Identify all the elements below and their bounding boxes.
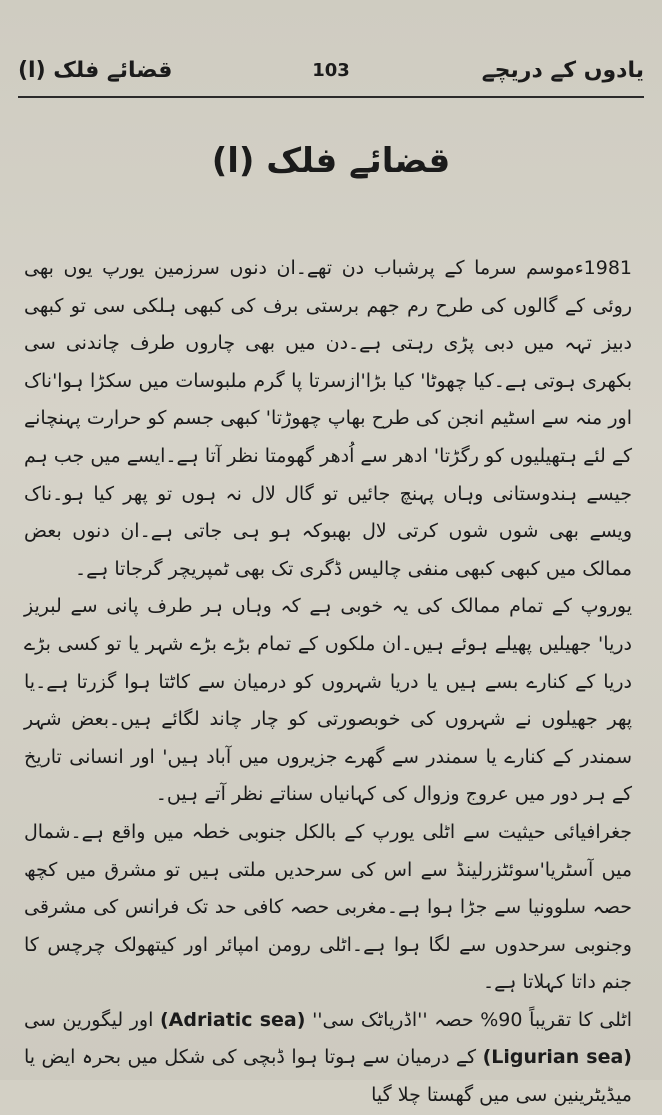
paragraph-4: [24, 1002, 632, 1115]
page-number: 103: [312, 60, 350, 81]
chapter-title: قضائے فلک (ا): [211, 141, 451, 181]
body-text: [24, 250, 632, 1115]
header-divider: [18, 96, 644, 98]
paragraph-3: جغرافیائی حیثیت سے اٹلی یورپ کے بالکل جنوبی خطہ میں واقع ہے۔شمال میں آسٹریا'سوئٹزرلینڈ سے اس کی سرحدیں ملتی ہیں تو مشرق میں کچھ حصہ سلوونیا سے جڑا ہوا ہے۔مغربی حصہ کافی حد تک فرانس کی مشرقی وجنوبی سرحدوں سے لگا ہوا ہے۔اٹلی رومن امپائر اور کیتھولک چرچس کا جنم داتا کہلاتا ہے۔: [24, 820, 632, 994]
ligurian-sea-label: (Ligurian sea): [482, 1046, 632, 1069]
paragraph-1: 1981ءموسم سرما کے پرشباب دن تھے۔ان دنوں سرزمین یورپ یوں بھی روئی کے گالوں کی طرح رم جھم برستی برف کی کبھی ہلکی سی تو کبھی دبیز تہہ میں دبی پڑی رہتی ہے۔دن میں بھی چاروں طرف چاندنی سی بکھری ہوتی ہے۔کیا چھوٹا' کیا بڑا'ازسرتا پا گرم ملبوسات میں سکڑا ہوا'ناک اور منہ سے اسٹیم انجن کی طرح بھاپ چھوڑتا' کبھی جسم کو حرارت پہنچانے کے لئے ہتھیلیوں کو رگڑتا' ادھر سے اُدھر گھومتا نظر آتا ہے۔ایسے میں جب ہم جیسے ہندوستانی وہاں پہنچ جائیں تو گال لال نہ ہوں تو پھر کیا ہو۔ناک ویسے بھی شوں شوں کرتی لال بھبوکہ ہو ہی جاتی ہے۔ان دنوں بعض ممالک میں کبھی کبھی منفی چالیس ڈگری تک بھی ٹمپریچر گرجاتا ہے۔: [24, 257, 632, 580]
book-title: یادوں کے دریچے: [481, 58, 644, 83]
paragraph-2: یوروپ کے تمام ممالک کی یہ خوبی ہے کہ وہاں ہر طرف پانی سے لبریز دریا' جھیلیں پھیلے ہوئے ہیں۔ان ملکوں کے تمام بڑے بڑے شہر یا تو کسی بڑے دریا کے کنارے بسے ہیں یا دریا شہروں کو درمیان سے کاٹتا ہوا گزرتا ہے۔یا پھر جھیلوں نے شہروں کی خوبصورتی کو چار چاند لگائے ہیں۔بعض شہر سمندر کے کنارے یا سمندر سے گھرے جزیروں میں آباد ہیں' اور انسانی تاریخ کے ہر دور میں عروج وزوال کی کہانیاں سناتے نظر آتے ہیں۔: [24, 595, 632, 806]
paragraph-4-part-1: اٹلی کا تقریباً 90% حصہ ''اڈریاٹک سی'': [312, 1008, 633, 1031]
paragraph-4-part-2: اور لیگورین سی: [24, 1008, 154, 1031]
paragraph-4-part-3: کے درمیان سے ہوتا ہوا ڈبچی کی شکل میں بحرہ ایض یا میڈیٹرینین سی میں گھستا چلا گیا: [24, 1046, 632, 1107]
running-header: [18, 56, 644, 96]
adriatic-sea-label: (Adriatic sea): [160, 1008, 306, 1031]
chapter-title-header: قضائے فلک (ا): [18, 58, 173, 83]
